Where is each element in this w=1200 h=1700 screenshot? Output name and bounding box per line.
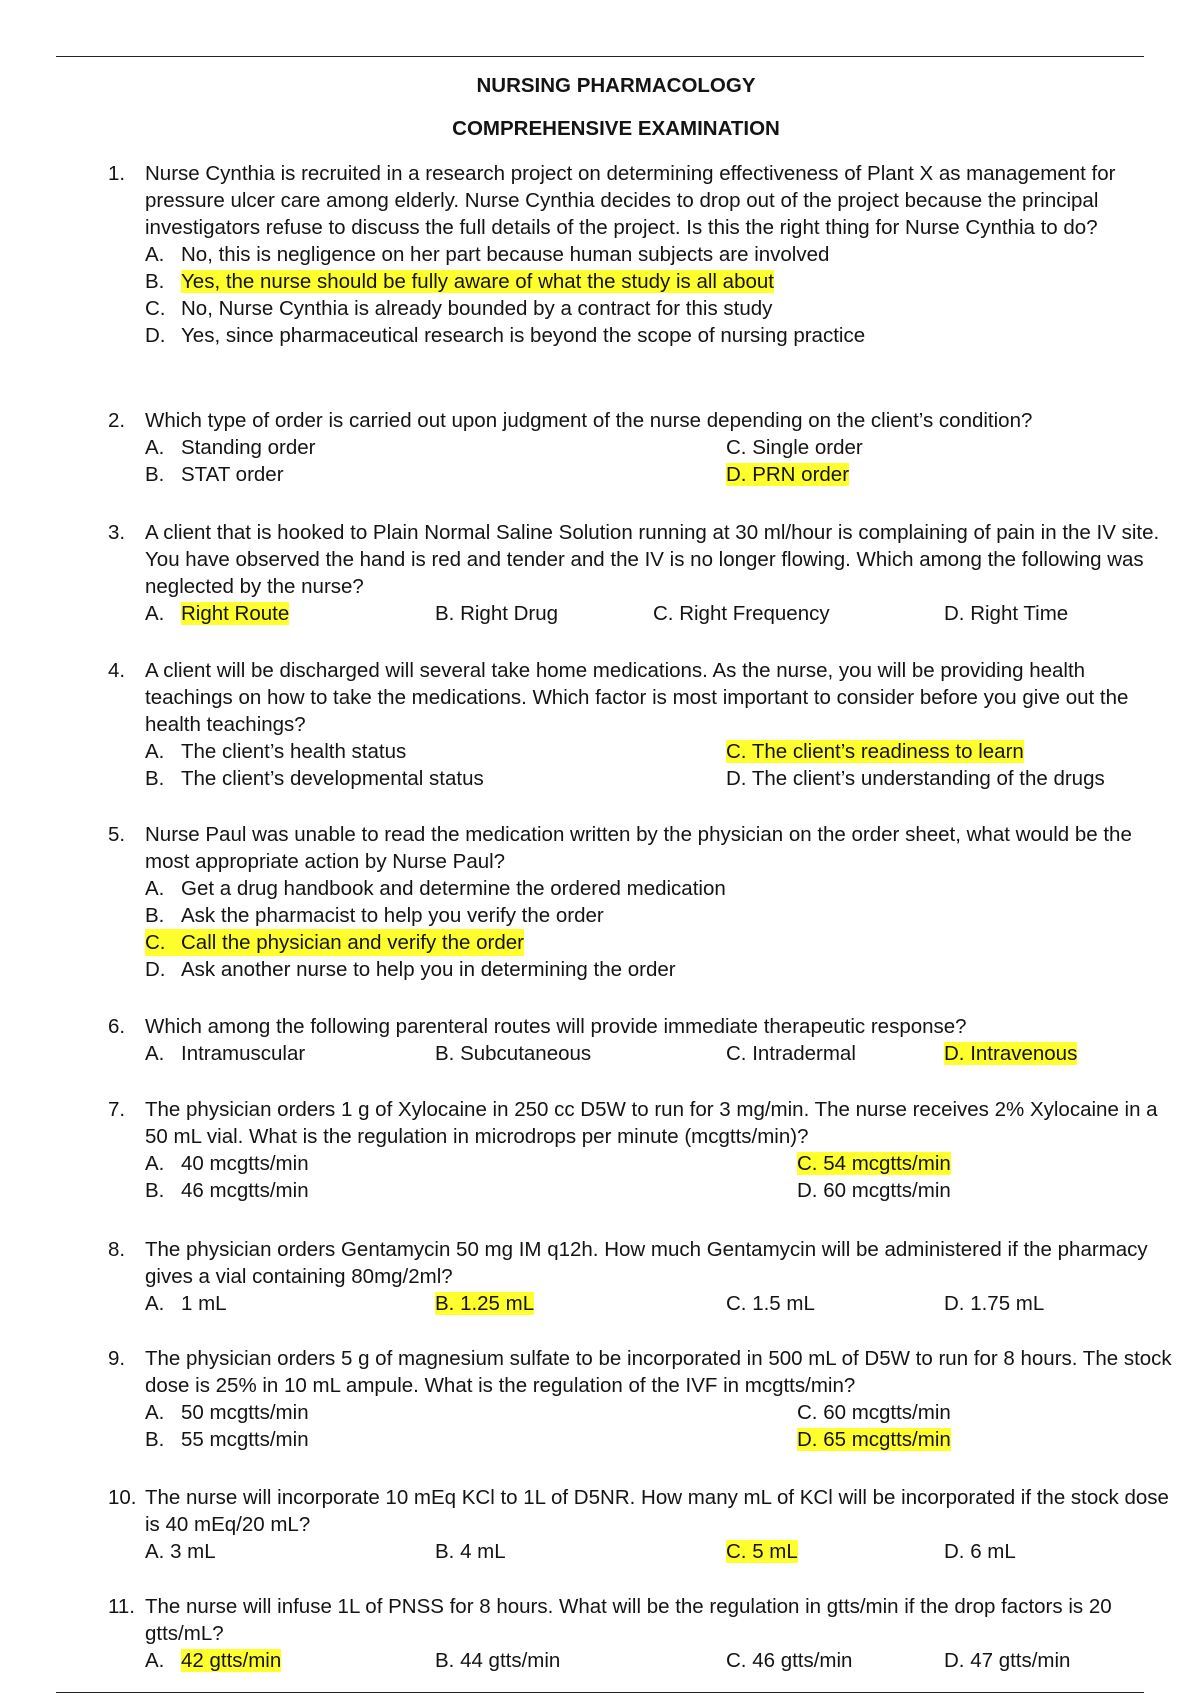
- option-letter: D.: [145, 958, 166, 981]
- option-text-correct: C. 54 mcgtts/min: [797, 1152, 951, 1175]
- option-text: D. 47 gtts/min: [944, 1649, 1071, 1672]
- option-text: No, Nurse Cynthia is already bounded by a contract for this study: [181, 297, 773, 320]
- question-text: Nurse Cynthia is recruited in a research project on determining effectiveness of Plant X as management for pressure ulcer care among elderly. Nurse Cynthia decides to drop out of the project because the principal investigators refuse to discuss the full details of the project. Is this the right thing for Nurse Cynthia to do?: [145, 162, 1116, 239]
- option-text: B. 4 mL: [435, 1540, 506, 1563]
- question-7: [108, 1096, 1173, 1204]
- option-text: The client’s developmental status: [181, 767, 484, 790]
- option-text: B. Right Drug: [435, 602, 559, 625]
- options: [145, 434, 1173, 488]
- option-text-correct: Call the physician and verify the order: [181, 931, 524, 954]
- options: [145, 1399, 1173, 1453]
- option-text: C. 46 gtts/min: [726, 1649, 853, 1672]
- option-text: C. Intradermal: [726, 1042, 856, 1065]
- option-text: C. 60 mcgtts/min: [797, 1401, 951, 1424]
- options: [145, 738, 1173, 792]
- bottom-rule: [56, 1692, 1144, 1693]
- question-number: 6.: [108, 1015, 126, 1038]
- option-letter: A.: [145, 1042, 165, 1065]
- options: [145, 1538, 1173, 1565]
- option-text: 1 mL: [181, 1292, 227, 1315]
- options: [145, 600, 1173, 627]
- question-text: A client will be discharged will several take home medications. As the nurse, you will be providing health teachings on how to take the medications. Which factor is most important to consider before you give out the health teachings?: [145, 659, 1129, 736]
- option-text: 40 mcgtts/min: [181, 1152, 309, 1175]
- top-rule: [56, 56, 1144, 57]
- question-number: 4.: [108, 659, 126, 682]
- option-text: Ask the pharmacist to help you verify the order: [181, 904, 604, 927]
- option-letter: A.: [145, 1152, 165, 1175]
- option-text: Standing order: [181, 436, 316, 459]
- option-letter: B.: [145, 767, 165, 790]
- option-text: D. 1.75 mL: [944, 1292, 1045, 1315]
- option-letter: A.: [145, 1649, 165, 1672]
- options: [145, 241, 1173, 349]
- question-text: Which among the following parenteral routes will provide immediate therapeutic response?: [145, 1015, 967, 1038]
- question-9: [108, 1345, 1173, 1453]
- question-2: [108, 407, 1173, 488]
- option-letter: B.: [145, 270, 165, 293]
- option-text: C. 1.5 mL: [726, 1292, 815, 1315]
- option-letter: C.: [145, 931, 166, 954]
- option-letter: A.: [145, 877, 165, 900]
- option-text: 50 mcgtts/min: [181, 1401, 309, 1424]
- question-10: [108, 1484, 1173, 1565]
- option-letter: D.: [145, 324, 166, 347]
- question-1: [108, 160, 1173, 349]
- options: [145, 1290, 1173, 1317]
- option-letter: A.: [145, 436, 165, 459]
- option-text: The client’s health status: [181, 740, 407, 763]
- option-letter: A.: [145, 243, 165, 266]
- option-text: B. Subcutaneous: [435, 1042, 592, 1065]
- question-11: [108, 1593, 1173, 1674]
- question-number: 8.: [108, 1238, 126, 1261]
- option-letter: B.: [145, 904, 165, 927]
- options: [145, 1040, 1173, 1067]
- question-number: 9.: [108, 1347, 126, 1370]
- question-number: 7.: [108, 1098, 126, 1121]
- option-text: Yes, since pharmaceutical research is beyond the scope of nursing practice: [181, 324, 866, 347]
- question-number: 10.: [108, 1486, 137, 1509]
- question-5: [108, 821, 1173, 983]
- option-text-correct: Yes, the nurse should be fully aware of what the study is all about: [181, 270, 774, 293]
- question-number: 2.: [108, 409, 126, 432]
- option-letter: B.: [145, 1428, 165, 1451]
- question-number: 5.: [108, 823, 126, 846]
- question-text: The nurse will incorporate 10 mEq KCl to 1L of D5NR. How many mL of KCl will be incorporated if the stock dose is 40 mEq/20 mL?: [145, 1486, 1169, 1536]
- option-letter: A.: [145, 1401, 165, 1424]
- question-number: 11.: [108, 1595, 135, 1618]
- option-text-correct: D. 65 mcgtts/min: [797, 1428, 951, 1451]
- question-text: The physician orders Gentamycin 50 mg IM q12h. How much Gentamycin will be administered if the pharmacy gives a vial containing 80mg/2ml?: [145, 1238, 1148, 1288]
- option-text: No, this is negligence on her part because human subjects are involved: [181, 243, 830, 266]
- question-3: [108, 519, 1173, 627]
- option-text: Get a drug handbook and determine the ordered medication: [181, 877, 726, 900]
- option-text-correct: B. 1.25 mL: [435, 1292, 535, 1315]
- question-number: 3.: [108, 521, 126, 544]
- question-text: Which type of order is carried out upon judgment of the nurse depending on the client’s condition?: [145, 409, 1033, 432]
- option-text: 55 mcgtts/min: [181, 1428, 309, 1451]
- document-title: NURSING PHARMACOLOGY: [476, 74, 756, 97]
- question-text: A client that is hooked to Plain Normal Saline Solution running at 30 ml/hour is complaining of pain in the IV site. You have observed the hand is red and tender and the IV is no longer flowing. Which among the following was neglected by the nurse?: [145, 521, 1160, 598]
- option-letter: B.: [145, 463, 165, 486]
- option-text: 46 mcgtts/min: [181, 1179, 309, 1202]
- document-subtitle: COMPREHENSIVE EXAMINATION: [452, 117, 780, 140]
- options: [145, 1150, 1173, 1204]
- option-letter: B.: [145, 1179, 165, 1202]
- question-4: [108, 657, 1173, 792]
- option-text-correct: D. Intravenous: [944, 1042, 1078, 1065]
- option-text-correct: C. 5 mL: [726, 1540, 798, 1563]
- option-text: C. Single order: [726, 436, 863, 459]
- question-number: 1.: [108, 162, 126, 185]
- option-text-correct: C. The client’s readiness to learn: [726, 740, 1024, 763]
- option-letter: A.: [145, 1292, 165, 1315]
- option-text: D. Right Time: [944, 602, 1069, 625]
- question-text: Nurse Paul was unable to read the medication written by the physician on the order sheet, what would be the most appropriate action by Nurse Paul?: [145, 823, 1132, 873]
- option-text-correct: 42 gtts/min: [181, 1649, 282, 1672]
- option-text: A. 3 mL: [145, 1540, 216, 1563]
- option-text: Intramuscular: [181, 1042, 306, 1065]
- option-letter: A.: [145, 740, 165, 763]
- option-text-correct: D. PRN order: [726, 463, 850, 486]
- option-text: STAT order: [181, 463, 284, 486]
- option-text: D. The client’s understanding of the drugs: [726, 767, 1105, 790]
- question-8: [108, 1236, 1173, 1317]
- option-text: C. Right Frequency: [653, 602, 830, 625]
- option-letter: C.: [145, 297, 166, 320]
- question-text: The physician orders 1 g of Xylocaine in 250 cc D5W to run for 3 mg/min. The nurse receives 2% Xylocaine in a 50 mL vial. What is the regulation in microdrops per minute (mcgtts/min)?: [145, 1098, 1158, 1148]
- option-letter: A.: [145, 602, 165, 625]
- option-text: Ask another nurse to help you in determining the order: [181, 958, 676, 981]
- option-text: B. 44 gtts/min: [435, 1649, 561, 1672]
- option-text-correct: Right Route: [181, 602, 290, 625]
- option-text: D. 6 mL: [944, 1540, 1016, 1563]
- question-text: The nurse will infuse 1L of PNSS for 8 hours. What will be the regulation in gtts/min if the drop factors is 20 gtts/mL?: [145, 1595, 1112, 1645]
- options: [145, 1647, 1173, 1674]
- options: [145, 875, 1173, 983]
- option-text: D. 60 mcgtts/min: [797, 1179, 951, 1202]
- question-6: [108, 1013, 1173, 1067]
- question-text: The physician orders 5 g of magnesium sulfate to be incorporated in 500 mL of D5W to run for 8 hours. The stock dose is 25% in 10 mL ampule. What is the regulation of the IVF in mcgtts/min?: [145, 1347, 1172, 1397]
